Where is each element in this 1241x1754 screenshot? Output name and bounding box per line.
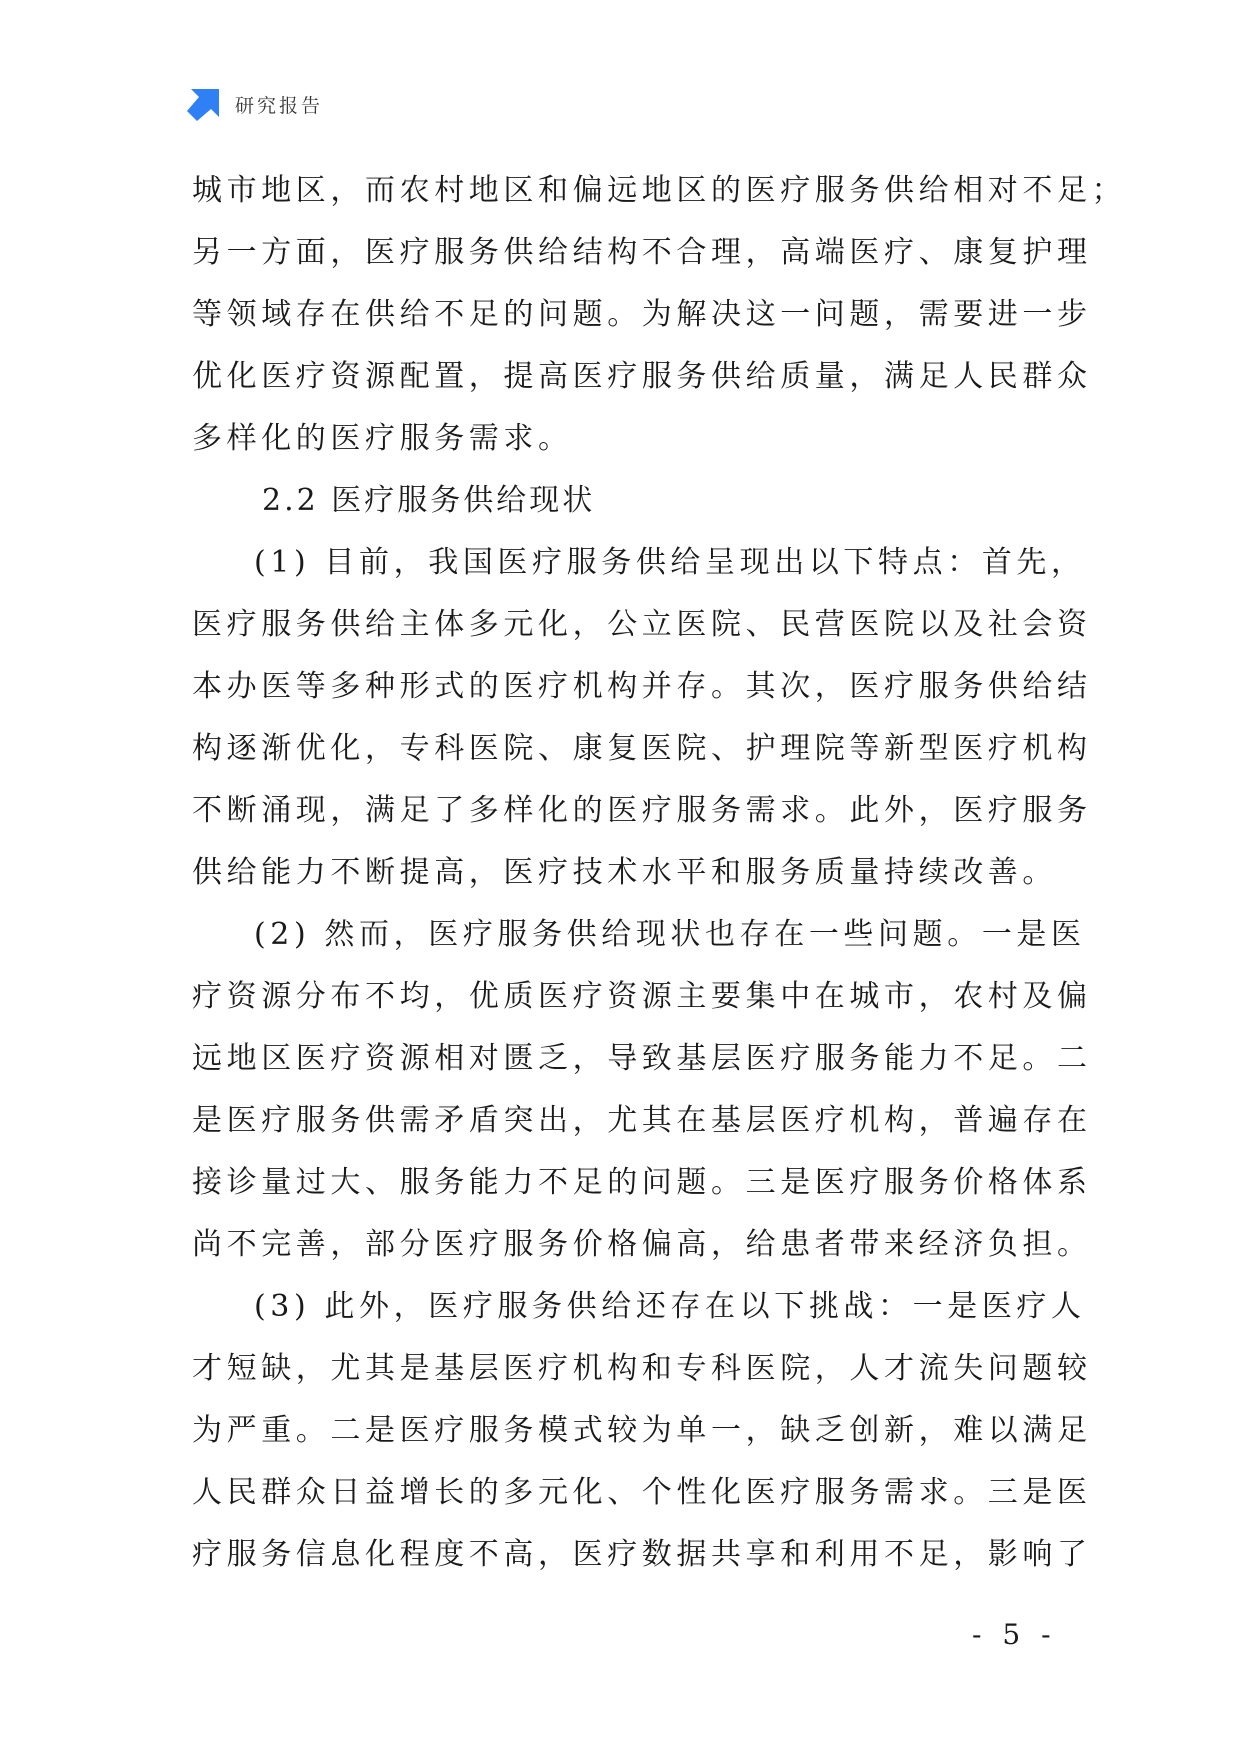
text-line: 为严重。二是医疗服务模式较为单一，缺乏创新，难以满足: [192, 1413, 1092, 1448]
text-line: 多样化的医疗服务需求。: [192, 421, 573, 456]
text-line: 是医疗服务供需矛盾突出，尤其在基层医疗机构，普遍存在: [192, 1103, 1092, 1138]
text-line: (3) 此外，医疗服务供给还存在以下挑战：一是医疗人: [254, 1289, 1086, 1324]
text-line: 供给能力不断提高，医疗技术水平和服务质量持续改善。: [192, 855, 1057, 890]
text-line: 医疗服务供给主体多元化，公立医院、民营医院以及社会资: [192, 607, 1092, 642]
report-header: [187, 86, 323, 122]
text-line: (1) 目前，我国医疗服务供给呈现出以下特点：首先，: [254, 545, 1086, 580]
arrow-up-right-icon: [187, 87, 221, 121]
text-line: 城市地区，而农村地区和偏远地区的医疗服务供给相对不足；: [192, 173, 1127, 208]
text-line: 才短缺，尤其是基层医疗机构和专科医院，人才流失问题较: [192, 1351, 1092, 1386]
text-line: 本办医等多种形式的医疗机构并存。其次，医疗服务供给结: [192, 669, 1092, 704]
section-heading: 2.2 医疗服务供给现状: [262, 483, 596, 518]
text-line: 接诊量过大、服务能力不足的问题。三是医疗服务价格体系: [192, 1165, 1092, 1200]
text-line: 不断涌现，满足了多样化的医疗服务需求。此外，医疗服务: [192, 793, 1092, 828]
text-line: (2) 然而，医疗服务供给现状也存在一些问题。一是医: [254, 917, 1086, 952]
text-line: 尚不完善，部分医疗服务价格偏高，给患者带来经济负担。: [192, 1227, 1092, 1262]
page-number: - 5 -: [972, 1618, 1057, 1651]
text-line: 等领域存在供给不足的问题。为解决这一问题，需要进一步: [192, 297, 1092, 332]
text-line: 疗服务信息化程度不高，医疗数据共享和利用不足，影响了: [192, 1537, 1092, 1572]
text-line: 优化医疗资源配置，提高医疗服务供给质量，满足人民群众: [192, 359, 1092, 394]
text-line: 人民群众日益增长的多元化、个性化医疗服务需求。三是医: [192, 1475, 1092, 1510]
text-line: 远地区医疗资源相对匮乏，导致基层医疗服务能力不足。二: [192, 1041, 1092, 1076]
text-line: 另一方面，医疗服务供给结构不合理，高端医疗、康复护理: [192, 235, 1092, 270]
text-line: 疗资源分布不均，优质医疗资源主要集中在城市，农村及偏: [192, 979, 1092, 1014]
header-title: 研究报告: [235, 94, 324, 117]
text-line: 构逐渐优化，专科医院、康复医院、护理院等新型医疗机构: [192, 731, 1092, 766]
document-body: [192, 160, 1127, 1586]
